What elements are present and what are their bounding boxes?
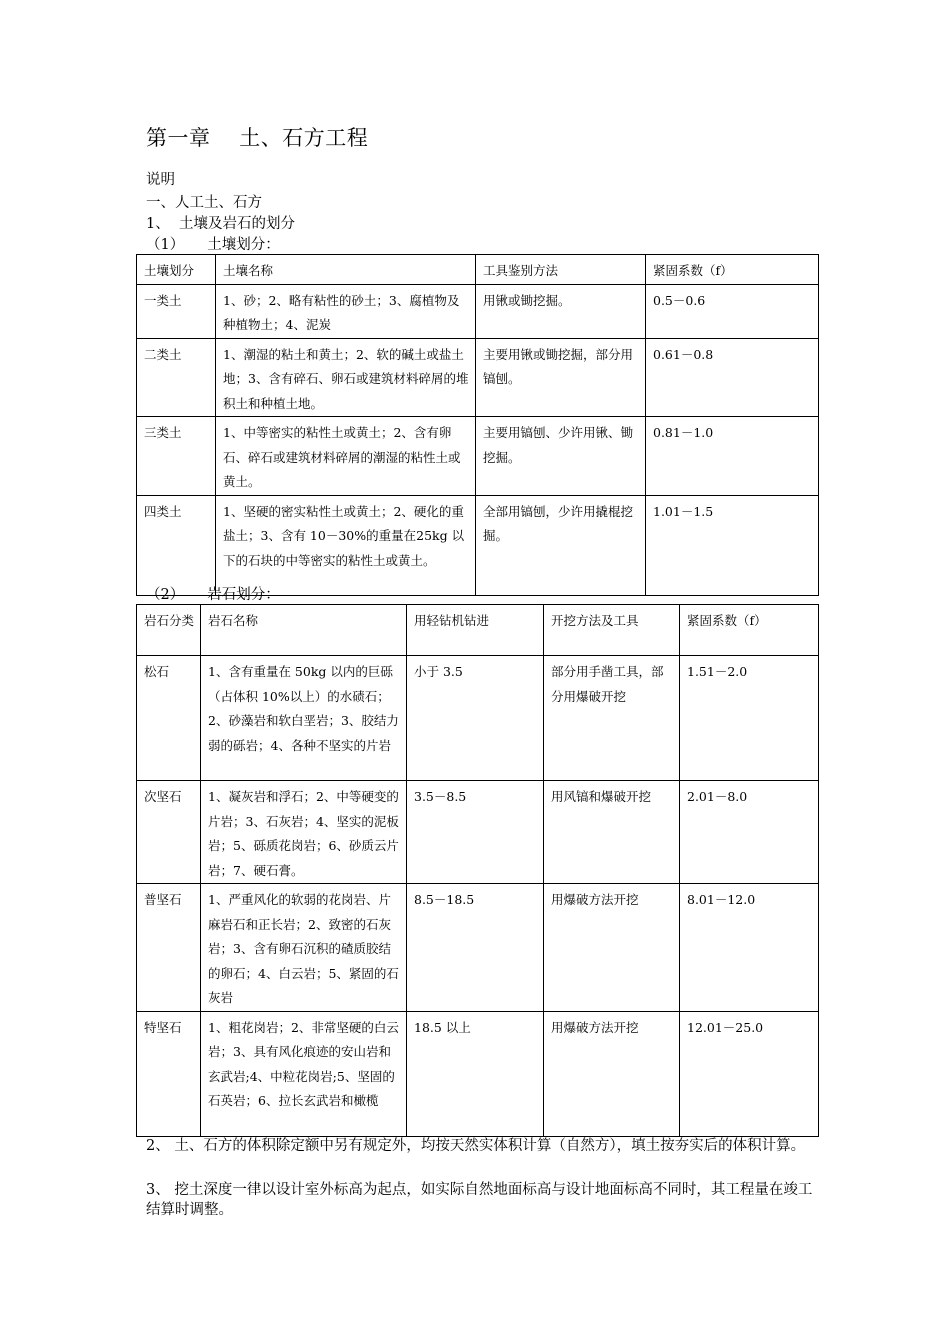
table-cell: 部分用手凿工具，部分用爆破开挖	[544, 656, 680, 781]
table-cell: 0.61－0.8	[646, 338, 819, 417]
table-cell: 次坚石	[137, 781, 201, 884]
table-cell: 0.5－0.6	[646, 284, 819, 338]
table-header-row	[137, 605, 819, 656]
table-row	[137, 284, 819, 338]
table-cell: 1、凝灰岩和浮石；2、中等硬变的片岩；3、石灰岩；4、坚实的泥板岩；5、砾质花岗岩；6、砂质云片岩；7、硬石膏。	[201, 781, 407, 884]
table-cell: 主要用锹或锄挖掘，部分用镐刨。	[476, 338, 646, 417]
table-row	[137, 1011, 819, 1136]
soil-table-heading: （1） 土壤划分：	[146, 237, 280, 253]
table-cell: 1.51－2.0	[680, 656, 819, 781]
table-cell: 用爆破方法开挖	[544, 1011, 680, 1136]
header-cell: 土壤名称	[216, 255, 476, 285]
table-row	[137, 884, 819, 1012]
table-cell: 3.5－8.5	[407, 781, 544, 884]
table-cell: 主要用镐刨、少许用锹、锄挖掘。	[476, 417, 646, 496]
header-cell: 紧固系数（f）	[646, 255, 819, 285]
section-heading: 一、人工土、石方	[146, 195, 262, 211]
table-row	[137, 417, 819, 496]
table-cell: 三类土	[137, 417, 216, 496]
table-cell: 用风镐和爆破开挖	[544, 781, 680, 884]
table-cell: 1.01－1.5	[646, 495, 819, 595]
table-cell: 12.01－25.0	[680, 1011, 819, 1136]
table-cell: 1、坚硬的密实粘性土或黄土；2、硬化的重盐土；3、含有 10－30%的重量在25kg 以下的石块的中等密实的粘性土或黄土。	[216, 495, 476, 595]
rock-table-heading: （2） 岩石划分：	[146, 587, 280, 603]
header-cell: 岩石名称	[201, 605, 407, 656]
table-row	[137, 781, 819, 884]
table-cell: 特坚石	[137, 1011, 201, 1136]
rock-classification-table	[136, 604, 819, 1137]
header-cell: 用轻钻机钻进	[407, 605, 544, 656]
header-cell: 土壤划分	[137, 255, 216, 285]
table-cell: 全部用镐刨，少许用撬棍挖掘。	[476, 495, 646, 595]
table-cell: 四类土	[137, 495, 216, 595]
table-cell: 1、严重风化的软弱的花岗岩、片麻岩石和正长岩；2、致密的石灰岩；3、含有卵石沉积的碴质胶结的卵石；4、白云岩；5、紧固的石灰岩	[201, 884, 407, 1012]
header-cell: 开挖方法及工具	[544, 605, 680, 656]
item-3-paragraph: 3、 挖土深度一律以设计室外标高为起点，如实际自然地面标高与设计地面标高不同时，其工程量在竣工结算时调整。	[146, 1182, 813, 1218]
table-header-row	[137, 255, 819, 285]
table-cell: 1、含有重量在 50kg 以内的巨砾（占体积 10%以上）的水碛石；2、砂藻岩和软白垩岩；3、胶结力弱的砾岩；4、各种不坚实的片岩	[201, 656, 407, 781]
soil-classification-table	[136, 254, 819, 596]
item-1-heading: 1、 土壤及岩石的划分	[146, 216, 295, 232]
table-cell: 1、砂；2、略有粘性的砂土；3、腐植物及种植物土；4、泥炭	[216, 284, 476, 338]
table-row	[137, 338, 819, 417]
table-cell: 1、潮湿的粘土和黄土；2、软的碱土或盐土地；3、含有碎石、卵石或建筑材料碎屑的堆积土和种植土地。	[216, 338, 476, 417]
table-cell: 用爆破方法开挖	[544, 884, 680, 1012]
table-row	[137, 495, 819, 595]
table-cell: 一类土	[137, 284, 216, 338]
table-row	[137, 656, 819, 781]
item-2-paragraph: 2、 土、石方的体积除定额中另有规定外，均按天然实体积计算（自然方），填土按夯实后的体积计算。	[146, 1138, 806, 1154]
table-cell: 8.01－12.0	[680, 884, 819, 1012]
table-cell: 小于 3.5	[407, 656, 544, 781]
table-cell: 8.5－18.5	[407, 884, 544, 1012]
table-cell: 二类土	[137, 338, 216, 417]
table-cell: 2.01－8.0	[680, 781, 819, 884]
table-cell: 普坚石	[137, 884, 201, 1012]
header-cell: 岩石分类	[137, 605, 201, 656]
table-cell: 0.81－1.0	[646, 417, 819, 496]
table-cell: 18.5 以上	[407, 1011, 544, 1136]
chapter-title: 第一章 土、石方工程	[146, 126, 369, 150]
table-cell: 用锹或锄挖掘。	[476, 284, 646, 338]
intro-label: 说明	[146, 172, 175, 188]
table-cell: 1、中等密实的粘性土或黄土；2、含有卵石、碎石或建筑材料碎屑的潮湿的粘性土或黄土。	[216, 417, 476, 496]
header-cell: 工具鉴别方法	[476, 255, 646, 285]
table-cell: 松石	[137, 656, 201, 781]
header-cell: 紧固系数（f）	[680, 605, 819, 656]
table-cell: 1、粗花岗岩；2、非常坚硬的白云岩；3、具有风化痕迹的安山岩和玄武岩;4、中粒花岗岩;5、坚固的石英岩；6、拉长玄武岩和橄榄	[201, 1011, 407, 1136]
